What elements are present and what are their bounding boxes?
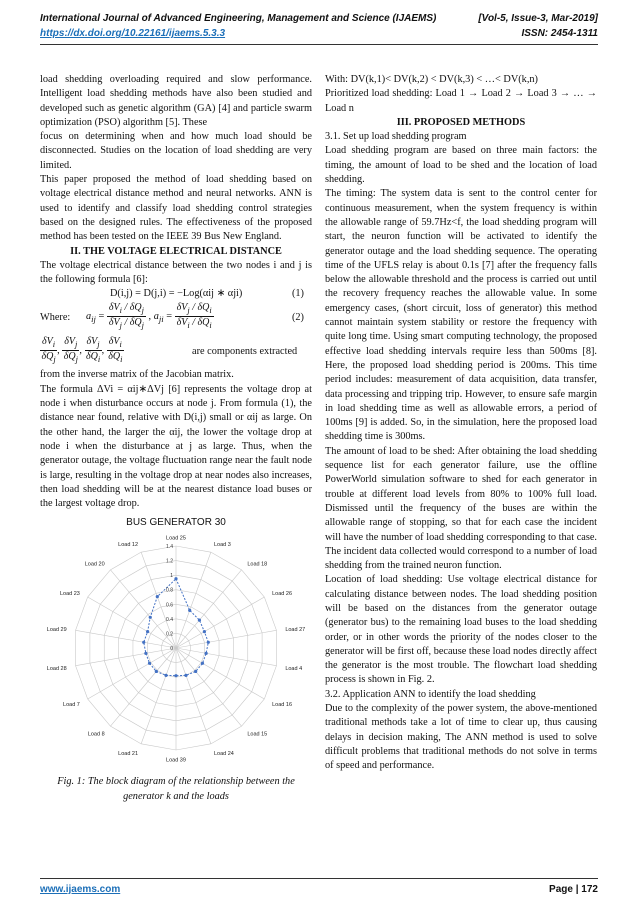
where-label: Where: xyxy=(40,312,71,324)
radar-data-point xyxy=(155,670,158,673)
paragraph: Location of load shedding: Use voltage electrical distance for calculating distance between nodes. The load shedding position will be based on the distances from the generator outage (generator bus) to the remaining load buses to the load shedding order, or in other words the priority of the nodes closer to the generator will be first off, because these load nodes directly affect the generator is the most trouble. The flowchart load shedding process is shown in Fig. 2. xyxy=(325,574,597,686)
volume-info: [Vol-5, Issue-3, Mar-2019] xyxy=(478,13,598,24)
equation-2 xyxy=(40,302,312,334)
radar-tick-label: 0 xyxy=(170,646,173,653)
section-heading-3: III. PROPOSED METHODS xyxy=(396,116,526,128)
radar-category-label: Load 24 xyxy=(213,751,234,758)
radar-data-point xyxy=(198,619,201,622)
radar-data-point xyxy=(188,609,191,612)
paragraph: Load shedding program are based on three main factors: the timing, the amount of load to be shed and the location of load shedding. xyxy=(325,145,597,186)
radar-category-label: Load 23 xyxy=(59,591,80,598)
page-number: Page | 172 xyxy=(549,884,598,895)
paragraph: The voltage electrical distance between the two nodes i and j is the following formula [6]: xyxy=(40,259,312,286)
radar-data-point xyxy=(164,674,167,677)
radar-category-label: Load 21 xyxy=(118,751,139,758)
radar-tick-label: 0.2 xyxy=(166,631,173,638)
radar-spoke xyxy=(176,648,211,744)
equation-3-text: are components extracted xyxy=(192,346,298,358)
paragraph: The timing: The system data is sent to the control center for continuous measurement, when the system frequency is within the allowable range of 59.7Hz<f, the load shedding program will start, the neuron function will be activated to identify the generator outage and the load shedding sequence. The operating time of the UFLS relay is about 0.1s [7] after the frequency falls below the allowable threshold and the process is carried out until the recovery frequency reaches the allowable value. In some emergency cases, (short circuit, loss of generator) this method cannot maintain system stability or restore the frequency with quite long time. Using smart computing technology, the proposed effective load shedding intervals require less than 500ms [8]. Here, the proposed load shedding period is 200ms. This time period includes: measurement of data acquisition, data transfer, data processing and tripping trip. However, to ensure safe margin in load shedding time as well as allowable errors, a period of 100ms [9] is added. So, in the simulation, here the proposed load shedding time is 300ms. xyxy=(325,188,597,443)
radar-category-label: Load 39 xyxy=(166,757,186,764)
radar-tick-label: 0.4 xyxy=(166,617,173,624)
radar-spoke xyxy=(176,648,242,726)
subsection-heading: 3.1. Set up load shedding program xyxy=(325,131,467,143)
site-link[interactable]: www.ijaems.com xyxy=(40,884,121,895)
radar-data-point xyxy=(174,675,177,678)
equation-1-number: (1) xyxy=(291,288,304,300)
radar-spoke xyxy=(141,648,176,744)
doi-header xyxy=(40,28,598,39)
radar-category-label: Load 7 xyxy=(63,702,80,709)
radar-category-label: Load 26 xyxy=(272,591,293,598)
equation-2-body: $a_{ij}$ = $\frac{\delta V_i / \delta Q_j}{\delta V_j / \delta Q_j}$ , $a_{ji}$ = $\frac{\delta V_j / \delta Q_i}{\delta V_i / \delta Q_i}$ xyxy=(86,302,212,331)
paragraph: load shedding overloading required and slow performance. Intelligent load shedding methods have also been studied and developed such as genetic algorithm (GA) [4] and particle swarm optimization (PSO) algorithm [5]. These xyxy=(40,74,312,128)
radar-category-label: Load 28 xyxy=(46,666,67,673)
radar-tick-label: 0.6 xyxy=(166,602,173,609)
radar-category-label: Load 12 xyxy=(118,542,139,549)
radar-category-label: Load 25 xyxy=(166,535,186,542)
radar-data-point xyxy=(148,662,151,665)
radar-category-label: Load 20 xyxy=(84,561,105,568)
chart-title: BUS GENERATOR 30 xyxy=(126,517,226,529)
radar-data-point xyxy=(156,595,159,598)
radar-category-label: Load 15 xyxy=(247,731,268,738)
radar-spoke xyxy=(110,648,176,726)
header-rule xyxy=(40,44,598,45)
footer-rule xyxy=(40,878,598,879)
radar-data-point xyxy=(194,670,197,673)
radar-data-point xyxy=(142,641,145,644)
radar-data-point xyxy=(203,630,206,633)
radar-data-point xyxy=(201,662,204,665)
radar-data-point xyxy=(149,616,152,619)
paragraph: The formula ΔVi = αij∗ΔVj [6] represents the voltage drop at node i when disturbance occurs at node j. From formula (1), the distance near found, relative with D(i,j) small or αij as large. On the other hand, the larger the αij, the lower the voltage drop at node i when the disturbance at j as large. Thus, when the generator outage, the voltage fluctuation range near the fault node is large, resulting in the voltage drop at near nodes also increases, then load shedding will be at the nearest distance load buses or the largest voltage drop. xyxy=(40,383,312,510)
equation-3 xyxy=(40,334,312,368)
radar-category-label: Load 3 xyxy=(213,542,231,549)
radar-category-label: Load 18 xyxy=(247,561,268,568)
radar-category-label: Load 27 xyxy=(285,627,306,634)
right-column xyxy=(325,73,597,774)
subsection-heading: 3.2. Application ANN to identify the load shedding xyxy=(325,688,536,700)
radar-data-point xyxy=(144,652,147,655)
doi-link[interactable]: https://dx.doi.org/10.22161/ijaems.5.3.3 xyxy=(40,28,226,39)
paragraph: Prioritized load shedding: Load 1 → Load 2 → Load 3 → … → Load n xyxy=(325,88,597,114)
radar-category-label: Load 4 xyxy=(285,666,303,673)
journal-header xyxy=(40,13,598,24)
journal-title: International Journal of Advanced Engineering, Management and Science (IJAEMS) xyxy=(40,13,437,24)
paragraph: With: DV(k,1)< DV(k,2) < DV(k,3) < …< DV(k,n) xyxy=(325,74,538,85)
radar-data-point xyxy=(205,652,208,655)
radar-tick-label: 1.4 xyxy=(166,544,173,551)
radar-data-point xyxy=(207,641,210,644)
equation-1 xyxy=(40,287,312,302)
radar-category-label: Load 8 xyxy=(87,731,105,738)
left-column xyxy=(40,73,312,804)
equation-1-body: D(i,j) = D(j,i) = −Log(αij ∗ αji) xyxy=(110,288,243,300)
paragraph: from the inverse matrix of the Jacobian matrix. xyxy=(40,369,234,381)
radar-tick-label: 1 xyxy=(170,573,173,580)
equation-2-number: (2) xyxy=(291,312,304,324)
radar-category-label: Load 16 xyxy=(272,702,293,709)
paragraph: focus on determining when and how much load should be disconnected. Studies on the location of load shedding are very limited. xyxy=(40,131,312,171)
partial-derivatives: $\frac{\delta V_i}{\delta Q_j}$ , $\frac{\delta V_j}{\delta Q_j}$ , $\frac{\delta V_j}{\delta Q_i}$ , $\frac{\delta V_i}{\delta Q_i}$ xyxy=(41,336,123,365)
radar-chart xyxy=(46,513,306,775)
paragraph: This paper proposed the method of load shedding based on voltage electrical distance method and neural networks. ANN is used to identify and classify load shedding control strategies based on the designed rules. The effectiveness of the proposed method has been tested on the IEEE 39 Bus New England. xyxy=(40,174,312,243)
radar-tick-label: 1.2 xyxy=(166,558,173,565)
radar-category-label: Load 29 xyxy=(46,627,67,634)
paragraph: The amount of load to be shed: After obtaining the load shedding sequence list for each generator failure, use the offline PowerWorld simulation software to shed for each generator in trouble at different load levels from 80% to 100% full load. Dismissed until the frequency of the buses are within the allowable range of stopping, so that for each case the incident will have the number of load shedding corresponding to that case. The incident data collected would correspond to a number of load shedding from the trained neuron function. xyxy=(325,445,597,572)
radar-data-point xyxy=(184,674,187,677)
radar-spoke xyxy=(176,570,242,648)
radar-data-point xyxy=(174,578,177,581)
figure-1 xyxy=(46,513,306,775)
figure-caption: Fig. 1: The block diagram of the relationship between the generator k and the loads xyxy=(57,776,295,802)
section-heading-2: II. THE VOLTAGE ELECTRICAL DISTANCE xyxy=(70,245,282,257)
page-footer xyxy=(40,884,598,895)
radar-data-point xyxy=(146,630,149,633)
paragraph: Due to the complexity of the power system, the above-mentioned traditional methods take a lot of time to clear up, thus causing delays in decision making, The ANN method is used to solve difficult problems that traditional methods do not solve in terms of speed and performance. xyxy=(325,703,597,772)
issn: ISSN: 2454-1311 xyxy=(521,28,598,39)
radar-tick-label: 0.8 xyxy=(166,588,173,595)
